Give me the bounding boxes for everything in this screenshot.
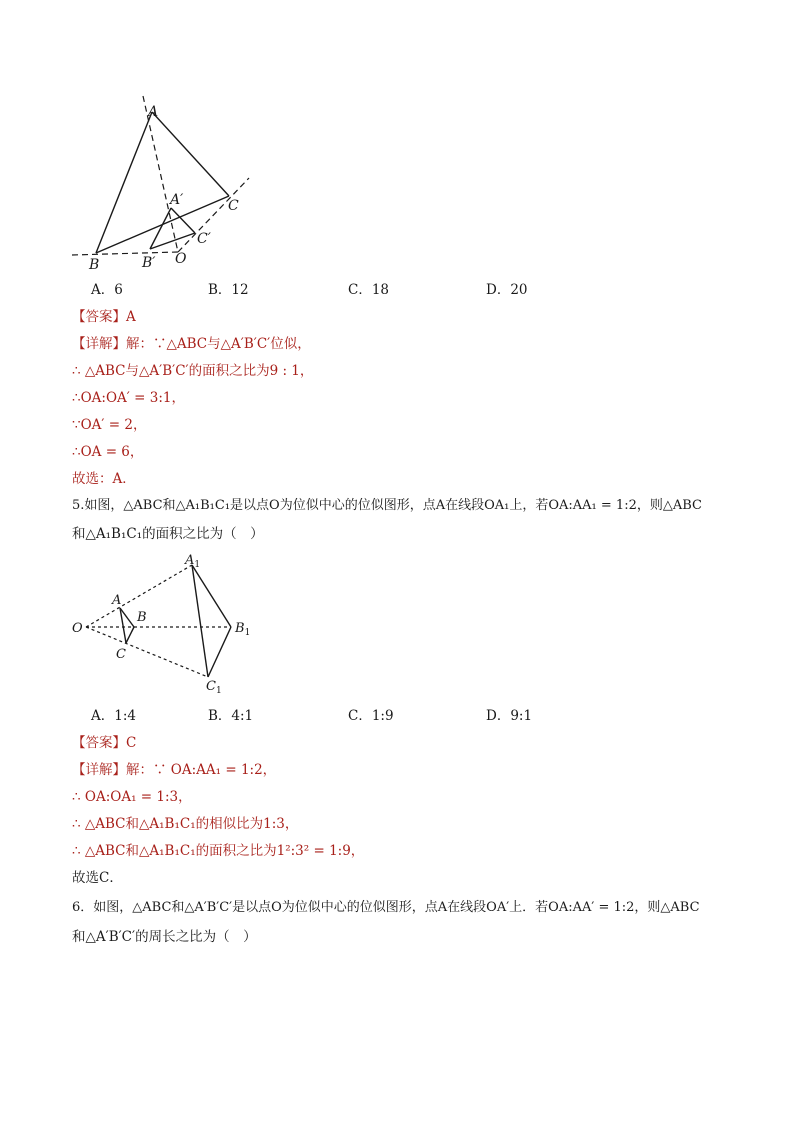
label-a1-q5: $A_1$ <box>185 553 201 570</box>
q4-detail-line-1 <box>72 335 311 353</box>
label-a: A <box>148 104 159 120</box>
q5-stem-line-2: 和△A₁B₁C₁的面积之比为（ ） <box>72 526 264 542</box>
q4-detail-line-2: ∴ △ABC与△A′B′C′的面积之比为9 : 1， <box>72 363 314 379</box>
q5-option-b: B．4:1 <box>208 708 254 724</box>
q4-option-b: B．12 <box>208 282 249 298</box>
label-b1-q5: $B_1$ <box>235 621 251 638</box>
q5-option-d: D．9:1 <box>486 708 533 724</box>
q4-detail-label: 【详解】 <box>72 336 126 352</box>
q5-detail-label: 【详解】 <box>72 762 126 778</box>
q4-detail-line-5: ∴OA = 6， <box>72 444 144 460</box>
q5-detail-text-1: 解：∵ OA:AA₁ = 1:2， <box>126 762 277 778</box>
q4-conclusion: 故选：A． <box>72 471 136 487</box>
segment-b1c1-q5 <box>208 627 231 677</box>
label-a-prime: A′ <box>170 192 184 208</box>
label-c: C <box>228 198 239 214</box>
q5-detail-line-3: ∴ △ABC和△A₁B₁C₁的相似比为1:3， <box>72 816 299 832</box>
label-b-q5: B <box>137 610 147 625</box>
label-c1-q5: $C_1$ <box>206 679 222 696</box>
segment-ac <box>152 112 229 196</box>
segment-a1c1-q5 <box>192 565 208 677</box>
q4-detail-text-1: 解：∵△ABC与△A′B′C′位似， <box>126 336 311 352</box>
ray-oc1 <box>86 627 208 677</box>
q5-detail-line-1 <box>72 761 276 779</box>
q4-detail-line-4: ∵OA′ = 2， <box>72 417 147 433</box>
q6-stem-line-1: 6．如图，△ABC和△A′B′C′是以点O为位似中心的位似图形，点A在线段OA′上．若OA:AA′ = 1:2，则△ABC <box>72 900 700 915</box>
label-b: B <box>89 257 100 272</box>
figure-q5-homothety <box>68 550 268 700</box>
segment-a1b1-q5 <box>192 565 231 627</box>
q4-detail-line-3: ∴OA:OA′ = 3:1， <box>72 390 185 406</box>
label-o: O <box>175 251 187 267</box>
q5-detail-line-2: ∴ OA:OA₁ = 1:3， <box>72 789 192 805</box>
q5-answer: 【答案】C <box>72 735 137 751</box>
q5-stem-line-1: 5.如图，△ABC和△A₁B₁C₁是以点O为位似中心的位似图形，点A在线段OA₁上，若OA:AA₁ = 1:2，则△ABC <box>72 498 702 513</box>
q5-conclusion: 故选C． <box>72 870 123 886</box>
q6-stem-line-2: 和△A′B′C′的周长之比为（ ） <box>72 929 257 945</box>
label-b-prime: B′ <box>142 255 156 271</box>
q5-option-c: C．1:9 <box>348 708 394 724</box>
figure-q4-homothety <box>68 92 268 272</box>
label-o-q5: O <box>72 621 83 636</box>
ray-oc <box>178 178 249 252</box>
label-a-q5: A <box>112 593 122 608</box>
q5-detail-line-4: ∴ △ABC和△A₁B₁C₁的面积之比为1²:3² = 1:9， <box>72 843 365 859</box>
q4-option-c: C．18 <box>348 282 390 298</box>
q4-answer: 【答案】A <box>72 309 136 325</box>
q4-option-d: D．20 <box>486 282 528 298</box>
label-c-prime: C′ <box>197 231 211 247</box>
q5-option-a: A．1:4 <box>91 708 136 724</box>
label-c-q5: C <box>116 647 126 662</box>
segment-bc-q5 <box>126 627 134 643</box>
ray-ob <box>72 252 178 255</box>
q4-option-a: A．6 <box>91 282 123 298</box>
